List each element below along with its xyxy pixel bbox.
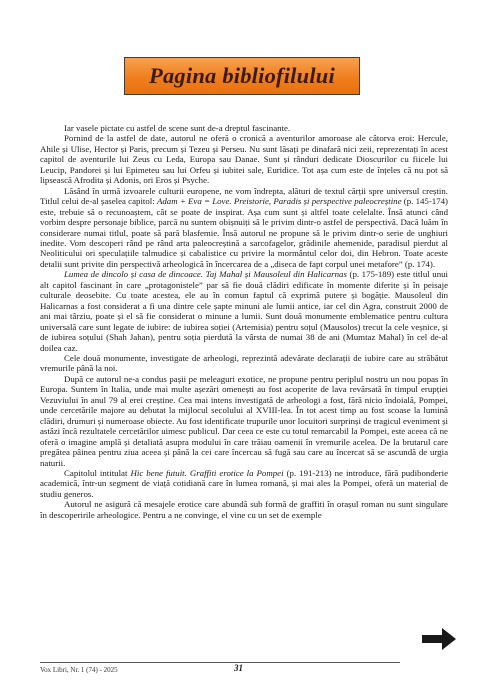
paragraph-text: Pornind de la astfel de date, autorul ne oferă o cronică a aventurilor amoroase ale câtorva eroi: Hercule, Ahile și Ulise, Hector și Paris, precum și Tezeu și Perseu. Nu sunt lăsați pe dinafară nici zeii, reprezentați în acest capitol de aventurile lui Zeus cu Leda, Europa sau Danae. Sunt și rânduri dedicate Dioscurilor cu fiicele lui Leucip, Pandorei și lui Epimeteu sau lui Orfeu și iubitei sale, Euridice. Tot așa cum este de înțeles că nu pot să lipsească Afrodita și Adonis, ori Eros și Psyche.: [40, 133, 448, 186]
paragraph: [40, 499, 448, 520]
paragraph-text: Iar vasele pictate cu astfel de scene sunt de-a dreptul fascinante.: [64, 123, 291, 133]
paragraph: [40, 133, 448, 185]
paragraph-text: (p. 175-189) este titlul unui alt capitol fascinant în care „protagonistele” par să fie două clădiri edificate în momente diferite și în peisaje culturale deosebite. Cu toate acestea, ele au în comun faptul că exprimă putere și bogăție. Mausoleul din Halicarnas a fost considerat a fi una dintre cele șapte minuni ale lumii antice, iar cel din Agra, construit 2000 de ani mai târziu, poate și el să fie considerat o minune a lumii. Sunt două monumente emblematice pentru cultura universală care sunt legate de iubire: de iubirea soției (Artemisia) pentru soțul (Mausolos) trecut la cele veșnice, și de iubirea soțului (Shah Jahan), pentru soția pierdută la vârsta de numai 38 de ani (Mumtaz Mahal) în cel de-al doilea caz.: [40, 269, 448, 353]
paragraph-text: Autorul ne asigură că mesajele erotice care abundă sub formă de graffiti în orașul roman nu sunt singulare în descoperirile arheologice. Pentru a ne convinge, el vine cu un set de exemple: [40, 499, 448, 520]
paragraph-text: Lăsând în urmă izvoarele culturii europene, ne vom îndrepta, alături de textul cărții spre universul creștin. Titlul celui de-al șaselea capitol:: [40, 185, 448, 207]
paragraph: [40, 468, 448, 499]
italic-title-text: Hic bene futuit. Graffiti erotice la Pompei: [130, 467, 284, 478]
paragraph-text: (p. 145-174) este, trebuie să o recunoaștem, cât se poate de inspirat. Așa cum sunt și altfel toate celelalte. Însă atunci când vorbim despre personaje biblice, parcă nu suntem obișnuiți să le privim dintr-o astfel de perspectivă. Dacă luăm în considerare numai titlul, poate să pară blasfemie. Însă autorul ne propune să le privim dintr-o serie de unghiuri inedite. Vom descoperi rând pe rând arta paleocreștină a sarcofagelor, grădinile ahemenide, paradisul pierdut al Neoliticului ori speculațiile talmudice și cabalistice cu privire la mormântul celor doi, din Hebron. Toate aceste detalii sunt privite din perspectivă arheologică în încercarea de a „diseca de fapt corpul unei metafore” (p. 174).: [40, 196, 448, 269]
italic-title-text: Lumea de dincolo și casa de dincoace. Taj Mahal și Mausoleul din Halicarnas: [64, 269, 347, 280]
paragraph: [40, 186, 448, 270]
paragraph: [40, 123, 448, 133]
paragraph: [40, 353, 448, 374]
footer-issue: Vox Libri, Nr. 1 (74) - 2025: [40, 666, 118, 674]
page-number: 31: [234, 663, 243, 673]
right-arrow-icon[interactable]: [422, 628, 456, 650]
paragraph-text: Cele două monumente, investigate de arheologi, reprezintă adevărate declarații de iubire care au străbătut vremurile până la noi.: [40, 352, 448, 374]
section-banner: [124, 57, 360, 95]
footer-divider: [40, 662, 400, 663]
section-title: Pagina bibliofilului: [149, 63, 335, 88]
paragraph: [40, 269, 448, 353]
paragraph: [40, 374, 448, 468]
paragraph-text: După ce autorul ne-a condus pașii pe meleaguri exotice, ne propune pentru periplul nostru un nou popas în Europa. Suntem în Italia, unde mai multe așezări omenești au fost acoperite de lava revărsată în timpul erupției Vezuviului în anul 79 al erei creștine. Cea mai intens investigată de arheologi a fost, fără nicio îndoială, Pompei, unde cercetările majore au debutat la mijlocul secolului al XVIII-lea. În tot acest timp au fost scoase la lumină clădiri, drumuri și numeroase obiecte. Au fost identificate trupurile unor locuitori surprinși de tragicul eveniment și astăzi încă rezultatele cercetărilor uimesc publicul. Dar ceea ce este cu totul remarcabil la Pompei, este aceea că ne oferă o imagine amplă și detaliată asupra modului în care trăiau oamenii în vremurile acelea. De la brutarul care pregătea pâinea pentru ziua aceea și până la cei care încercau să fugă sau care au încercat să se ascundă de urgia naturii.: [40, 373, 448, 468]
paragraph-text: Capitolul intitulat: [64, 467, 131, 478]
article-body: [40, 123, 448, 649]
italic-title-text: Adam + Eva = Love. Preistorie, Paradis și perspective paleocreștine: [156, 196, 402, 207]
paragraph-text: (p. 191-213) ne introduce, fără pudibonderie academică, într-un segment de viață cotidiană care în lumea romană, și mai ales la Pompei, oferă un material de studiu generos.: [40, 467, 448, 499]
